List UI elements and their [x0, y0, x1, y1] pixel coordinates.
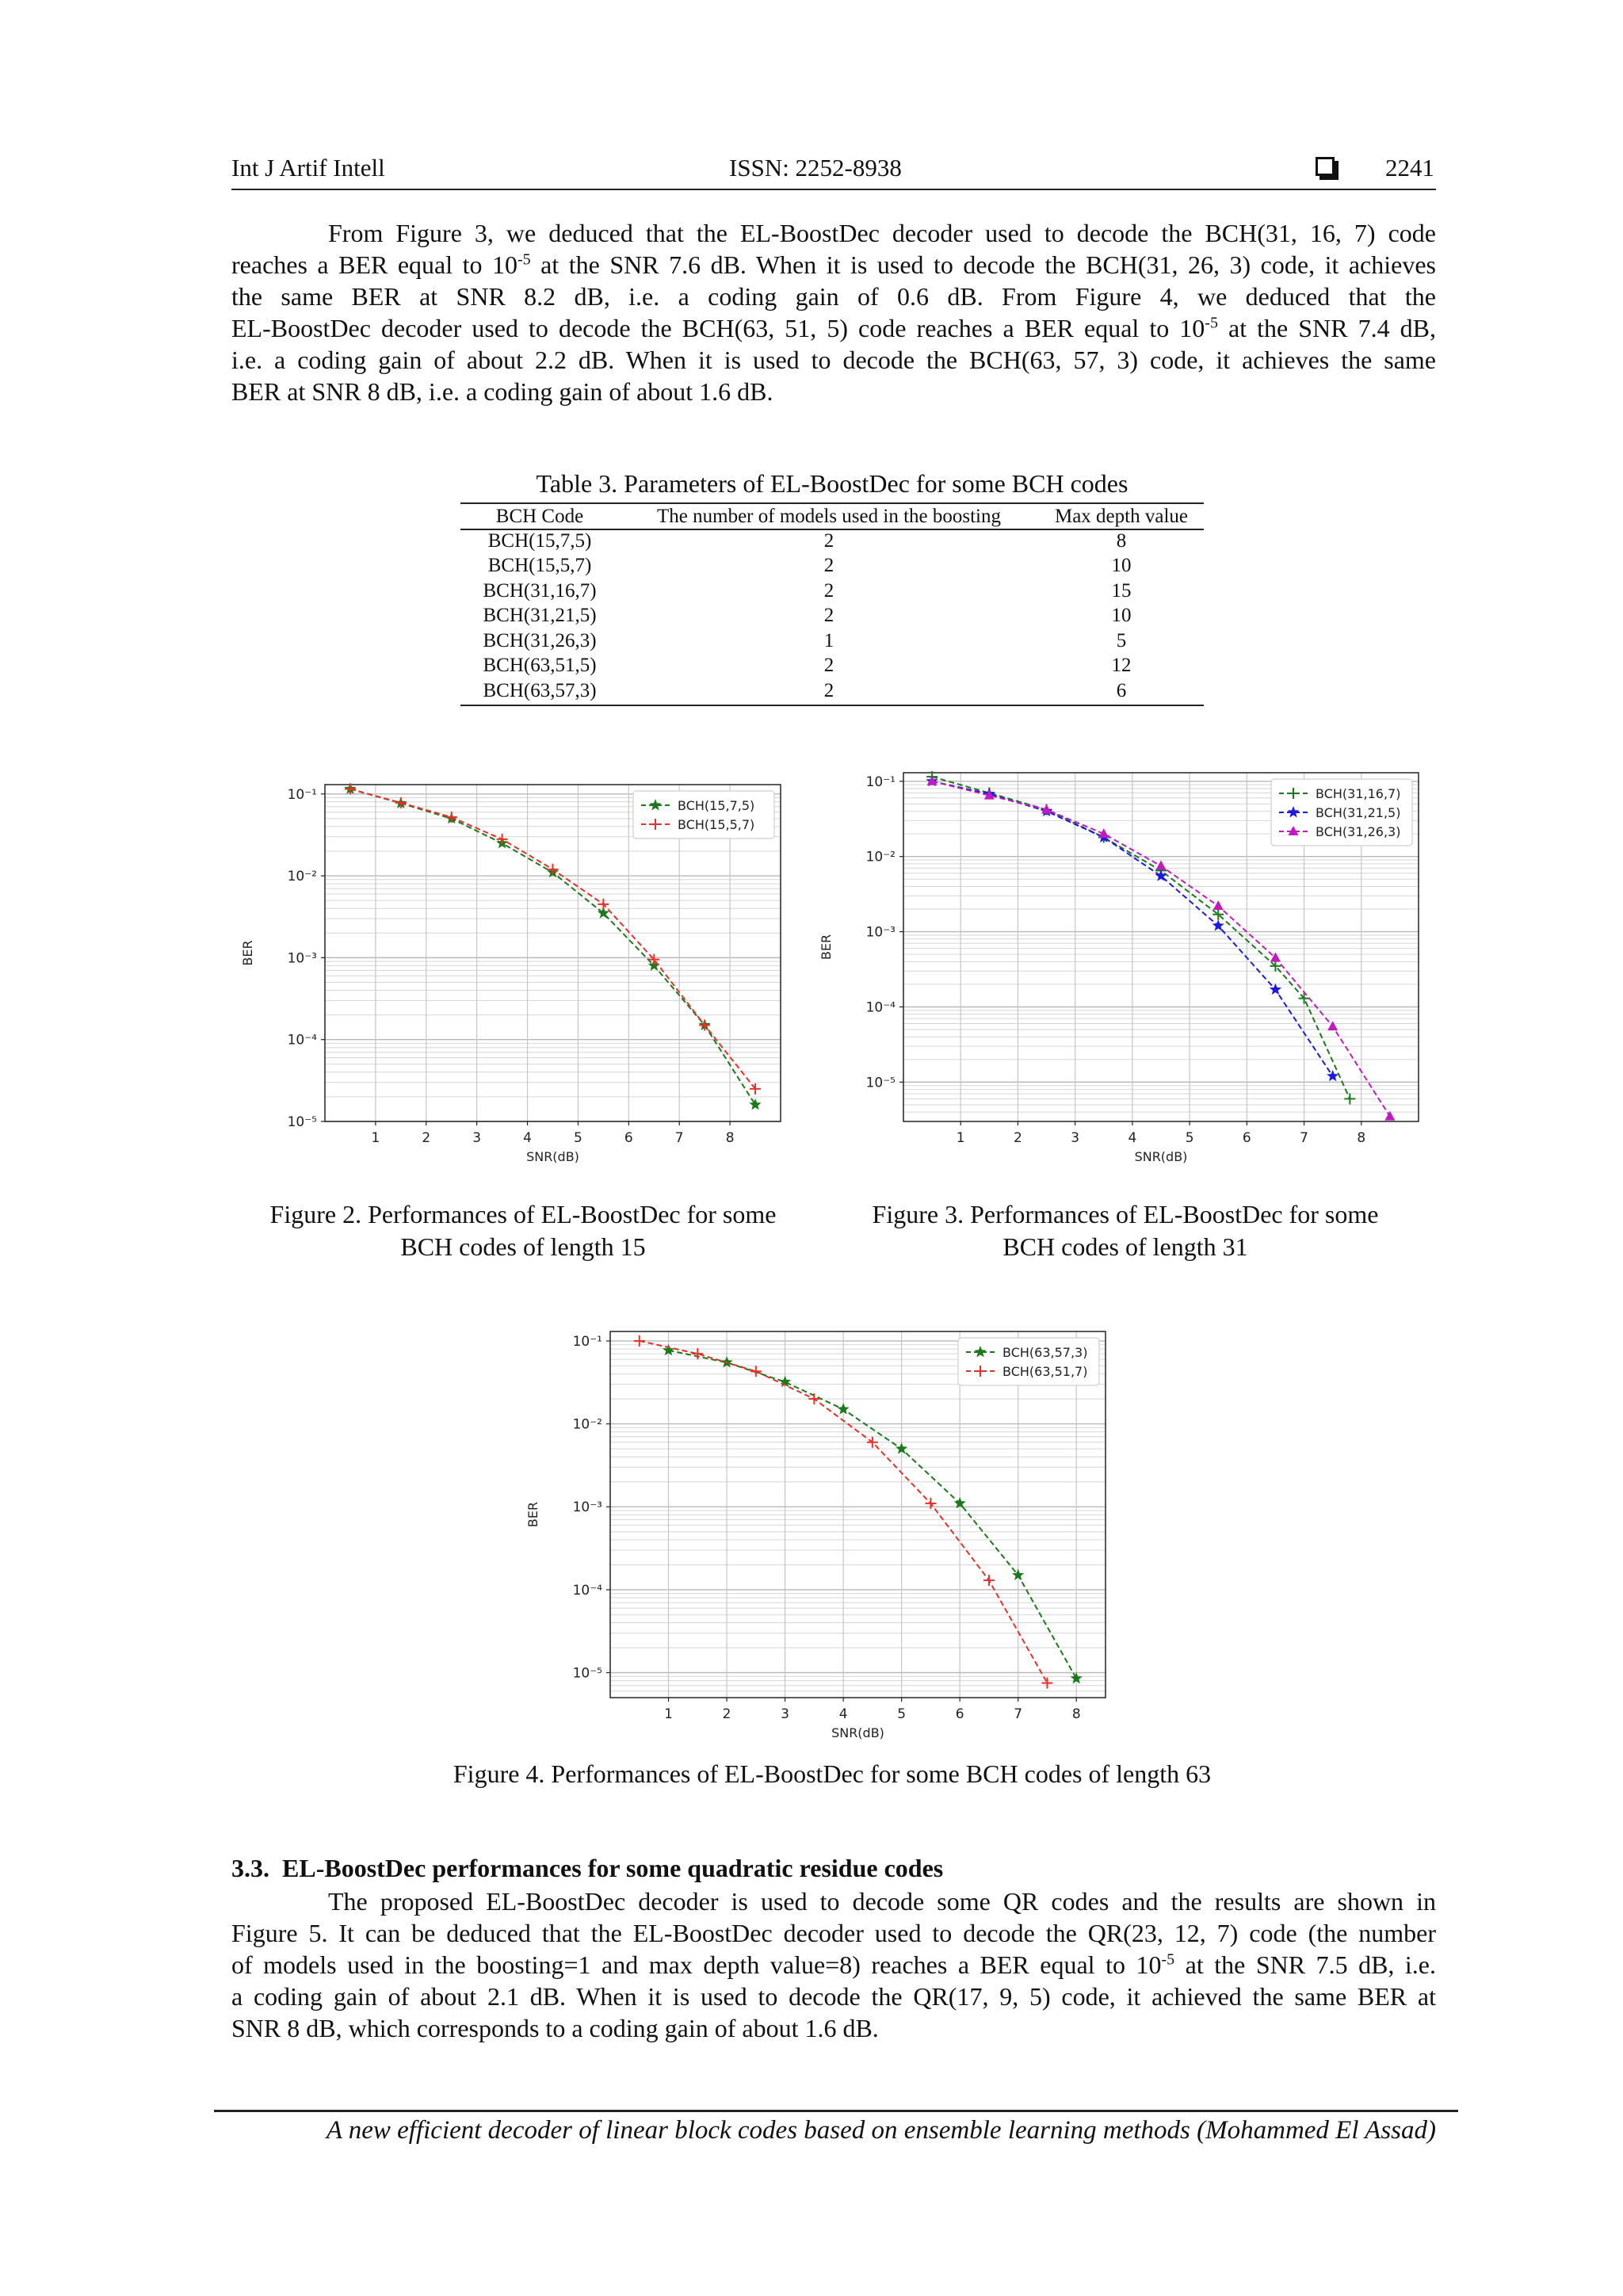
parameters-table — [460, 504, 1204, 704]
figure-4-chart — [525, 1320, 1117, 1752]
issn: ISSN: 2252-8938 — [729, 154, 902, 181]
footer-rule — [214, 2110, 1458, 2112]
figure-3-chart — [819, 761, 1426, 1177]
table-cell: BCH(15,5,7) — [487, 555, 592, 577]
text-run: i.e. a coding gain of about 2.2 dB. When it is used to decode the BCH(63, 57, 3) code, it achieves the same — [231, 346, 1436, 374]
section-number: 3.3. — [231, 1854, 269, 1882]
table-cell: 2 — [823, 529, 834, 552]
text-run: BER at SNR 8 dB, i.e. a coding gain of about 1.6 dB. — [231, 377, 773, 406]
y-axis-label: BER — [525, 1501, 540, 1528]
superscript: -5 — [1205, 314, 1218, 332]
y-tick-label: 10⁻³ — [865, 924, 896, 941]
legend-label: BCH(31,16,7) — [1316, 786, 1401, 801]
x-tick-label: 1 — [664, 1706, 673, 1722]
data-point — [808, 1393, 819, 1404]
series-line — [669, 1350, 1077, 1679]
data-point — [983, 1575, 995, 1586]
figure-2-chart — [240, 773, 792, 1177]
text-run: a coding gain of about 2.1 dB. When it is used to decode the QR(17, 9, 5) code, it achieved the same BER at — [231, 1982, 1436, 2011]
x-tick-label: 6 — [624, 1130, 633, 1146]
table-cell: 2 — [823, 679, 834, 701]
table-cell: 10 — [1111, 605, 1132, 627]
data-point — [1213, 900, 1224, 910]
x-tick-label: 1 — [956, 1130, 965, 1146]
table-cell: BCH(31,26,3) — [483, 629, 597, 651]
text-line — [231, 1981, 1436, 2012]
text-run: at the SNR 7.5 dB, i.e. — [1174, 1950, 1436, 1979]
body-paragraph-1 — [231, 217, 1436, 407]
table-row — [460, 678, 1204, 704]
table-cell: 15 — [1111, 579, 1132, 602]
y-tick-label: 10⁻² — [287, 869, 317, 885]
x-tick-label: 8 — [1071, 1706, 1081, 1722]
data-point — [1344, 1093, 1355, 1104]
y-tick-label: 10⁻⁴ — [865, 999, 896, 1016]
x-tick-label: 5 — [1185, 1130, 1194, 1146]
x-tick-label: 5 — [574, 1130, 582, 1146]
table-row — [460, 654, 1204, 679]
table-row — [460, 628, 1204, 654]
x-axis-label: SNR(dB) — [526, 1149, 579, 1164]
text-line — [231, 344, 1436, 376]
text-line — [231, 2012, 1436, 2044]
table-cell: 10 — [1111, 555, 1132, 577]
data-point — [1156, 861, 1167, 870]
y-tick-label: 10⁻¹ — [287, 786, 317, 803]
legend-label: BCH(63,57,3) — [1002, 1345, 1088, 1360]
page-number: 2241 — [1385, 154, 1434, 181]
data-point — [750, 1366, 762, 1377]
x-tick-label: 5 — [897, 1706, 907, 1722]
x-tick-label: 4 — [1128, 1130, 1137, 1146]
legend-label: BCH(31,26,3) — [1316, 824, 1401, 839]
table-cell: BCH(31,16,7) — [483, 579, 597, 602]
x-tick-label: 1 — [371, 1130, 380, 1146]
table-header-cell: BCH Code — [495, 505, 584, 527]
y-tick-label: 10⁻³ — [572, 1499, 602, 1516]
x-tick-label: 4 — [523, 1130, 532, 1146]
table-cell: 12 — [1111, 655, 1132, 677]
text-run: of models used in the boosting=1 and max depth value=8) reaches a BER equal to 10 — [231, 1950, 1162, 1979]
x-tick-label: 3 — [1071, 1130, 1080, 1146]
table-cell: 2 — [823, 655, 834, 677]
x-tick-label: 7 — [674, 1130, 684, 1146]
table-cell: 2 — [823, 605, 834, 627]
legend — [633, 791, 774, 839]
text-run: EL-BoostDec decoder used to decode the BCH(63, 51, 5) code reaches a BER equal to 10 — [231, 314, 1205, 342]
superscript: -5 — [1161, 1950, 1175, 1969]
figure-2-caption — [238, 1198, 808, 1263]
y-tick-label: 10⁻² — [572, 1416, 602, 1433]
data-point — [692, 1348, 703, 1359]
running-footer: A new efficient decoder of linear block codes based on ensemble learning methods (Mohammed El Assad) — [326, 2116, 1436, 2145]
y-axis-label: BER — [240, 940, 255, 966]
x-tick-label: 6 — [1242, 1130, 1251, 1146]
text-run: the same BER at SNR 8.2 dB, i.e. a coding gain of 0.6 dB. From Figure 4, we deduced that the — [231, 282, 1436, 311]
table-cell: 8 — [1116, 529, 1127, 552]
data-point — [1327, 1021, 1338, 1030]
y-tick-label: 10⁻² — [865, 849, 896, 865]
x-tick-label: 3 — [781, 1706, 790, 1722]
legend-label: BCH(15,7,5) — [678, 798, 755, 813]
text-run: SNR 8 dB, which corresponds to a coding gain of about 1.6 dB. — [231, 2014, 879, 2042]
y-tick-label: 10⁻⁵ — [572, 1665, 602, 1682]
x-tick-label: 7 — [1014, 1706, 1023, 1722]
figure-3-caption — [840, 1198, 1411, 1263]
table-cell: 6 — [1116, 679, 1127, 701]
text-run: reaches a BER equal to 10 — [231, 250, 518, 279]
x-tick-label: 6 — [955, 1706, 964, 1722]
legend-label: BCH(15,5,7) — [678, 817, 755, 832]
data-point — [1212, 919, 1224, 931]
text-run: at the SNR 7.6 dB. When it is used to decode the BCH(31, 26, 3) code, it achieves — [530, 250, 1437, 279]
figure-2-caption-line1: Figure 2. Performances of EL-BoostDec for some — [269, 1200, 777, 1228]
table-header-rule — [460, 529, 1204, 530]
x-tick-label: 2 — [1014, 1130, 1022, 1146]
superscript: -5 — [517, 250, 531, 269]
text-line — [231, 312, 1436, 344]
data-point — [749, 1098, 761, 1110]
x-tick-label: 3 — [472, 1130, 482, 1146]
text-line — [231, 1917, 1436, 1949]
table-cell: BCH(31,21,5) — [483, 605, 597, 627]
figure-2-caption-line2: BCH codes of length 15 — [400, 1232, 646, 1261]
text-run: Figure 5. It can be deduced that the EL-BoostDec decoder used to decode the QR(23, 12, 7) code (the number — [231, 1919, 1436, 1947]
x-tick-label: 7 — [1300, 1130, 1308, 1146]
grid — [610, 1331, 1106, 1698]
table-header-cell: The number of models used in the boosting — [657, 505, 1001, 527]
text-line — [231, 249, 1436, 281]
figure-3-caption-line1: Figure 3. Performances of EL-BoostDec for some — [872, 1200, 1379, 1228]
y-tick-label: 10⁻⁵ — [287, 1114, 317, 1130]
table-cell: 2 — [823, 555, 834, 577]
x-tick-label: 8 — [1357, 1130, 1366, 1146]
x-tick-label: 8 — [725, 1130, 735, 1146]
table-row — [460, 579, 1204, 604]
table-cell: BCH(63,51,5) — [483, 655, 597, 677]
header-rule — [231, 189, 1436, 190]
journal-name: Int J Artif Intell — [231, 154, 385, 181]
legend — [1271, 779, 1412, 846]
y-tick-label: 10⁻¹ — [572, 1333, 602, 1350]
table-cell: BCH(15,7,5) — [487, 529, 592, 552]
x-axis-label: SNR(dB) — [1134, 1149, 1188, 1164]
x-tick-label: 4 — [838, 1706, 848, 1722]
table-header-row — [460, 504, 1204, 529]
y-tick-label: 10⁻⁵ — [865, 1075, 896, 1091]
table-row — [460, 604, 1204, 629]
text-line — [231, 217, 1436, 249]
y-axis-label: BER — [819, 934, 834, 961]
x-tick-label: 2 — [422, 1130, 431, 1146]
table-caption: Table 3. Parameters of EL-BoostDec for some BCH codes — [536, 469, 1128, 498]
figure-3-caption-line2: BCH codes of length 31 — [1002, 1232, 1248, 1261]
y-tick-label: 10⁻³ — [287, 950, 317, 967]
text-run: From Figure 3, we deduced that the EL-BoostDec decoder used to decode the BCH(31, 16, 7) code — [328, 219, 1436, 247]
y-tick-label: 10⁻¹ — [865, 774, 896, 790]
table-row — [460, 529, 1204, 554]
legend-label: BCH(31,21,5) — [1316, 805, 1401, 820]
table-cell: 5 — [1116, 629, 1127, 651]
table-cell: BCH(63,57,3) — [483, 679, 597, 701]
text-line — [231, 1949, 1436, 1981]
table-row — [460, 554, 1204, 579]
table-header-cell: Max depth value — [1054, 505, 1188, 527]
y-tick-label: 10⁻⁴ — [287, 1032, 317, 1049]
body-paragraph-2 — [231, 1885, 1436, 2044]
data-point — [548, 864, 559, 875]
section-title: EL-BoostDec performances for some quadratic residue codes — [282, 1854, 944, 1882]
text-line — [231, 281, 1436, 312]
figure-4-caption: Figure 4. Performances of EL-BoostDec for some BCH codes of length 63 — [453, 1759, 1212, 1788]
text-line — [231, 1885, 1436, 1917]
legend — [958, 1338, 1099, 1385]
text-line — [231, 376, 1436, 407]
table-cell: 2 — [823, 579, 834, 602]
section-heading — [231, 1854, 943, 1883]
table-bottom-rule — [460, 705, 1204, 706]
data-point — [1299, 993, 1310, 1004]
data-point — [1041, 1678, 1052, 1689]
table-cell: 1 — [823, 629, 834, 651]
square-bullet-icon — [1316, 157, 1335, 176]
data-point — [497, 834, 508, 845]
text-run: at the SNR 7.4 dB, — [1217, 314, 1437, 342]
text-run: The proposed EL-BoostDec decoder is used to decode some QR codes and the results are shown in — [328, 1887, 1436, 1916]
y-tick-label: 10⁻⁴ — [572, 1582, 602, 1599]
data-point — [1327, 1070, 1338, 1081]
x-tick-label: 2 — [722, 1706, 731, 1722]
x-axis-label: SNR(dB) — [831, 1725, 884, 1740]
legend-label: BCH(63,51,7) — [1002, 1364, 1088, 1379]
